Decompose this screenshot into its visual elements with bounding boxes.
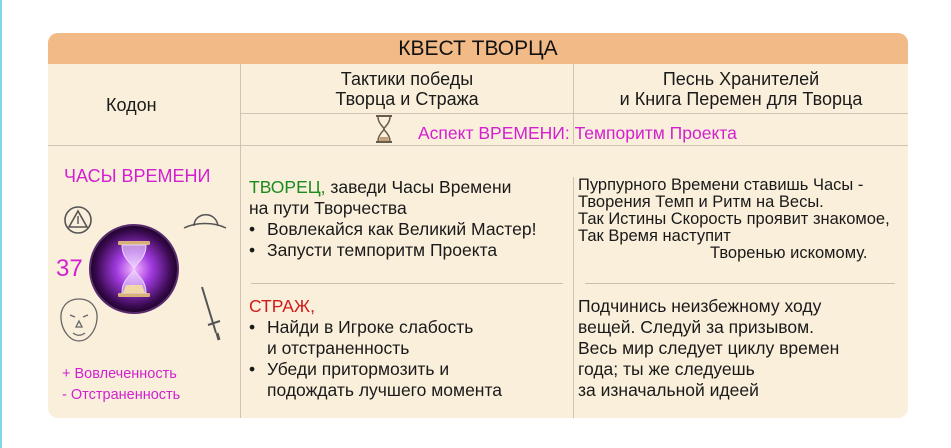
card-title: КВЕСТ ТВОРЦА	[48, 33, 908, 64]
creator-intro-line2: на пути Творчества	[249, 198, 407, 218]
song-creator-line5: Творенью искомому.	[710, 244, 868, 262]
legend-plus: + Вовлеченность	[62, 366, 177, 382]
col-divider-1	[240, 64, 241, 418]
song-header-line2: и Книга Перемен для Творца	[619, 89, 863, 109]
creator-bullet-2: • Запусти темпоритм Проекта	[249, 240, 569, 261]
song-header	[574, 69, 908, 109]
creator-intro	[249, 177, 569, 198]
song-guard-line3: Весь мир следует циклу времен	[578, 338, 840, 358]
guard-bullet-1-cont: и отстраненность	[267, 338, 410, 358]
song-header-line1: Песнь Хранителей	[662, 69, 820, 89]
lion-icon	[56, 295, 102, 345]
tactics-header-line2: Творца и Стража	[335, 89, 479, 109]
song-guard-line4: года; ты же следуешь	[578, 359, 755, 379]
creator-intro-line1: заведи Часы Времени	[325, 177, 512, 197]
aspect-label: Аспект ВРЕМЕНИ: Темпоритм Проекта	[418, 123, 737, 143]
song-guard-line1: Подчинись неизбежному ходу	[578, 296, 822, 316]
guard-label: СТРАЖ,	[249, 296, 315, 316]
song-creator-line2: Творения Темп и Ритм на Весы.	[578, 193, 824, 211]
codon-header: Кодон	[106, 95, 157, 115]
creator-block	[249, 177, 569, 261]
guard-bullet-2-cont: подождать лучшего момента	[267, 380, 503, 400]
quest-card	[48, 33, 908, 418]
tactics-separator	[251, 283, 563, 284]
song-guard	[578, 296, 904, 401]
legend-minus: - Отстраненность	[62, 387, 181, 403]
sword-icon	[196, 283, 224, 343]
song-guard-line2: вещей. Следуй за призывом.	[578, 317, 814, 337]
guard-bullet-2: • Убеди притормозить и	[249, 359, 569, 380]
hourglass-icon	[374, 114, 394, 144]
tactics-header	[241, 69, 573, 109]
song-separator	[585, 283, 895, 284]
creator-bullet-1: • Вовлекайся как Великий Мастер!	[249, 219, 569, 240]
col-divider-2-bottom	[573, 177, 574, 418]
guard-block	[249, 296, 569, 401]
song-creator-line1: Пурпурного Времени ставишь Часы -	[578, 176, 864, 194]
song-creator-line4: Так Время наступит	[578, 227, 731, 245]
hat-icon	[182, 206, 228, 232]
left-edge-line	[0, 0, 2, 448]
codon-name: ЧАСЫ ВРЕМЕНИ	[64, 166, 211, 186]
header-divider	[240, 113, 908, 114]
codon-number: 37	[56, 255, 83, 282]
guard-bullet-1: • Найди в Игроке слабость	[249, 317, 569, 338]
aspect-divider-bottom	[48, 145, 908, 146]
legend	[62, 364, 180, 406]
song-creator-line3: Так Истины Скорость проявит знакомое,	[578, 210, 890, 228]
song-guard-line5: за изначальной идеей	[578, 380, 759, 400]
creator-label: ТВОРЕЦ,	[249, 177, 326, 197]
tactics-header-line1: Тактики победы	[340, 69, 474, 89]
song-creator	[578, 177, 904, 262]
